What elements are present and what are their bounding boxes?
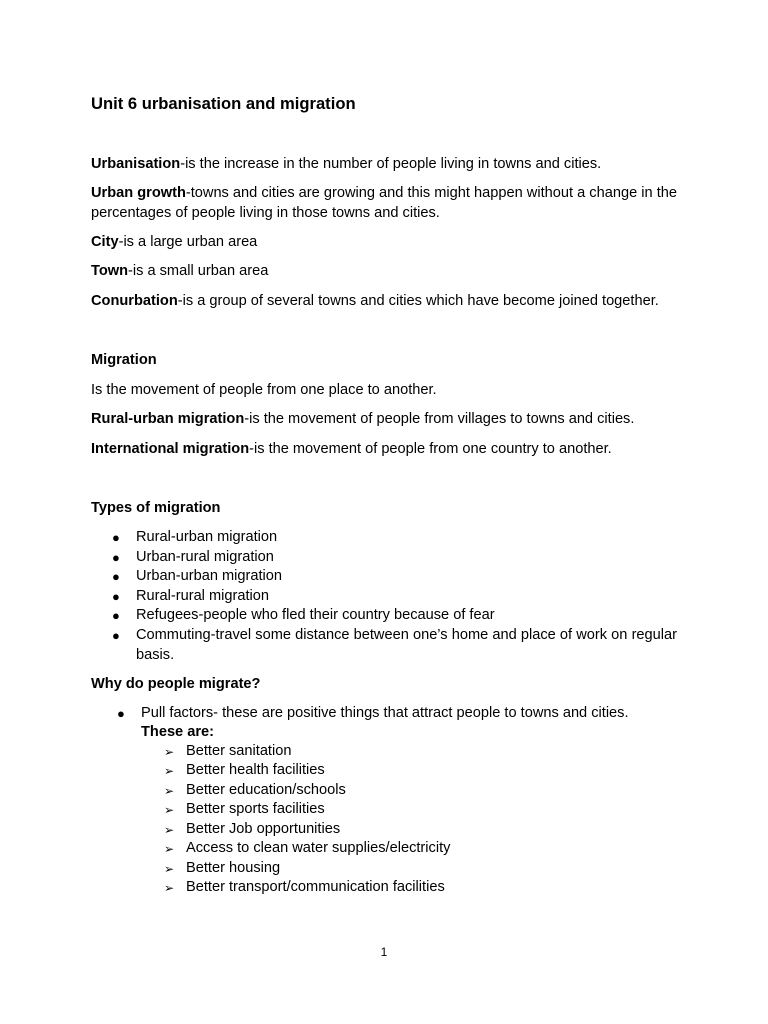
term: Urban growth <box>91 185 186 201</box>
definition-text: -is a small urban area <box>128 263 269 279</box>
bullet-icon: ● <box>117 706 125 721</box>
list-item: Better transport/communication facilities <box>186 879 445 895</box>
definition-city <box>91 233 677 253</box>
list-item: Better Job opportunities <box>186 821 341 837</box>
arrow-bullet-icon: ➢ <box>164 862 175 876</box>
list-item: Better sports facilities <box>186 801 325 817</box>
section-heading-migration: Migration <box>91 352 157 368</box>
list-item: Access to clean water supplies/electricity <box>186 840 451 856</box>
list-item: Urban-rural migration <box>136 549 274 565</box>
bullet-icon: ● <box>112 569 120 584</box>
definition-international-migration <box>91 441 612 457</box>
term: City <box>91 234 119 250</box>
term: Town <box>91 263 129 279</box>
term: Urbanisation <box>91 156 181 172</box>
bullet-icon: ● <box>112 530 120 545</box>
definition-text: -is a group of several towns and cities which have become joined together. <box>177 293 659 309</box>
list-item: Refugees-people who fled their country because of fear <box>136 607 495 623</box>
bullet-icon: ● <box>112 550 120 565</box>
definition-text: -towns and cities are growing and this might happen without a change in the percentages of people living in those towns and cities. <box>91 185 677 221</box>
arrow-bullet-icon: ➢ <box>164 842 175 856</box>
list-item: Better education/schools <box>186 782 346 798</box>
list-item: Better housing <box>186 860 281 876</box>
these-are-label: These are: <box>141 724 215 740</box>
migration-intro: Is the movement of people from one place to another. <box>91 382 437 398</box>
arrow-bullet-icon: ➢ <box>164 803 175 817</box>
bullet-icon: ● <box>112 608 120 623</box>
term: International migration <box>91 441 250 457</box>
definition-urban-growth <box>91 184 677 223</box>
section-heading-types: Types of migration <box>91 500 221 516</box>
pull-factors-text: Pull factors- these are positive things that attract people to towns and cities. <box>141 705 629 721</box>
bullet-icon: ● <box>112 589 120 604</box>
term: Conurbation <box>91 293 178 309</box>
list-item: Rural-urban migration <box>136 529 278 545</box>
arrow-bullet-icon: ➢ <box>164 764 175 778</box>
arrow-bullet-icon: ➢ <box>164 745 175 759</box>
list-item: Better health facilities <box>186 762 325 778</box>
definition-text: -is the movement of people from villages to towns and cities. <box>244 411 635 427</box>
definition-text: -is a large urban area <box>118 234 258 250</box>
list-item: Better sanitation <box>186 743 292 759</box>
definition-town <box>91 262 677 282</box>
bullet-icon: ● <box>112 628 120 643</box>
page-number: 1 <box>380 945 388 959</box>
definition-text: -is the increase in the number of people living in towns and cities. <box>180 156 602 172</box>
definition-text: -is the movement of people from one country to another. <box>249 441 612 457</box>
arrow-bullet-icon: ➢ <box>164 881 175 895</box>
page-title: Unit 6 urbanisation and migration <box>91 94 356 113</box>
list-item: Rural-rural migration <box>136 588 270 604</box>
definition-rural-urban-migration <box>91 411 634 427</box>
definition-conurbation <box>91 292 677 312</box>
term: Rural-urban migration <box>91 411 245 427</box>
section-heading-why: Why do people migrate? <box>91 676 261 692</box>
arrow-bullet-icon: ➢ <box>164 823 175 837</box>
arrow-bullet-icon: ➢ <box>164 784 175 798</box>
list-item: Urban-urban migration <box>136 568 283 584</box>
definition-urbanisation <box>91 155 677 175</box>
list-item: Commuting-travel some distance between one’s home and place of work on regular basis. <box>136 627 677 663</box>
